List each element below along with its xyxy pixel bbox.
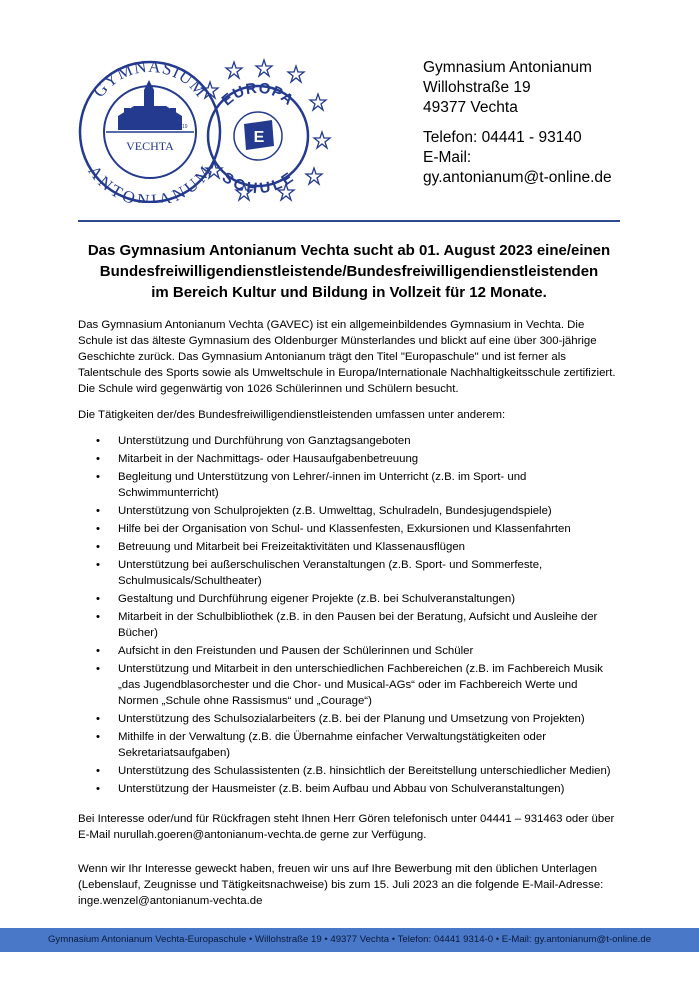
school-logo: [78, 58, 333, 203]
tasks-list: [78, 433, 620, 797]
headline-line-2: Bundesfreiwilligendienstleistende/Bundesfreiwilligendienstleistenden: [99, 263, 599, 280]
list-item: • Unterstützung des Schulsozialarbeiters (z.B. bei der Planung und Umsetzung von Projekten): [118, 711, 620, 727]
flag-icon: [244, 120, 274, 150]
address-block: [423, 58, 612, 188]
logo-ring-bottom: ANTONIANUM: [84, 161, 216, 203]
footer-bar: [0, 928, 699, 952]
application-paragraph: Wenn wir Ihr Interesse geweckt haben, freuen wir uns auf Ihre Bewerbung mit den üblichen Unterlagen (Lebenslauf, Zeugnisse und Tätigkeitsnachweise) bis zum 15. Juli 2023 an die folgende E-Mail-Adresse: inge.wenzel@antonianum-vechta.de: [78, 863, 604, 907]
logo-founded-left: GEGR.: [121, 124, 139, 130]
list-item: • Mitarbeit in der Nachmittags- oder Hausaufgabenbetreuung: [118, 451, 620, 467]
contact-paragraph: Bei Interesse oder/und für Rückfragen steht Ihnen Herr Gören telefonisch unter 04441 – 931463 oder über E-Mail nurullah.goeren@antonianum-vechta.de gerne zur Verfügung.: [78, 813, 615, 841]
main-content: [78, 317, 620, 919]
school-name: Gymnasium Antonianum: [423, 59, 592, 76]
headline: [78, 240, 620, 303]
svg-text:EUROPA: [219, 80, 298, 110]
list-item: • Unterstützung des Schulassistenten (z.B. hinsichtlich der Bereitstellung unterschiedlicher Medien): [118, 763, 620, 779]
tasks-intro: Die Tätigkeiten der/des Bundesfreiwilligendienstleistenden umfassen unter anderem:: [78, 409, 506, 421]
list-item: • Betreuung und Mitarbeit bei Freizeitaktivitäten und Klassenausflügen: [118, 539, 620, 555]
list-item: • Unterstützung und Durchführung von Ganztagsangeboten: [118, 433, 620, 449]
headline-line-3: im Bereich Kultur und Bildung in Vollzeit für 12 Monate.: [151, 284, 547, 301]
list-item: • Mithilfe in der Verwaltung (z.B. die Übernahme einfacher Verwaltungstätigkeiten oder Sekretariatsaufgaben): [118, 729, 620, 761]
logo-founded-right: 1719: [176, 124, 188, 130]
intro-paragraph: Das Gymnasium Antonianum Vechta (GAVEC) ist ein allgemeinbildendes Gymnasium in Vechta. Die Schule ist das älteste Gymnasium des Oldenburger Münsterlandes und blickt auf eine über 300-jährige Geschichte zurück. Das Gymnasium Antonianum trägt den Titel "Europaschule" und ist ferner als Talentschule des Sports sowie als Umweltschule in Europa/Internationale Nachhaltigkeitsschule zertifiziert. Die Schule wird gegenwärtig von 1026 Schülerinnen und Schülern besucht.: [78, 319, 616, 395]
headline-line-1: Das Gymnasium Antonianum Vechta sucht ab 01. August 2023 eine/einen: [87, 242, 611, 259]
badge-top-text: EUROPA: [218, 79, 298, 110]
phone: Telefon: 04441 - 93140: [423, 129, 582, 146]
street: Willohstraße 19: [423, 79, 531, 96]
footer-text: Gymnasium Antonianum Vechta-Europaschule • Willohstraße 19 • 49377 Vechta • Telefon: 04441 9314-0 • E-Mail: gy.antonianum@t-online.de: [47, 934, 652, 945]
city: 49377 Vechta: [423, 99, 518, 116]
list-item: • Hilfe bei der Organisation von Schul- und Klassenfesten, Exkursionen und Klassenfahrten: [118, 521, 620, 537]
badge-bottom-text: SCHULE: [218, 169, 298, 198]
list-item: • Mitarbeit in der Schulbibliothek (z.B. in den Pausen bei der Beratung, Aufsicht und Ausleihe der Bücher): [118, 609, 620, 641]
divider: [78, 220, 620, 222]
list-item: • Unterstützung von Schulprojekten (z.B. Umwelttag, Schulradeln, Bundesjugendspiele): [118, 503, 620, 519]
list-item: • Begleitung und Unterstützung von Lehrer/-innen im Unterricht (z.B. im Sport- und Schwimmunterricht): [118, 469, 620, 501]
list-item: • Aufsicht in den Freistunden und Pausen der Schülerinnen und Schüler: [118, 643, 620, 659]
badge-letter: E: [253, 129, 265, 146]
list-item: • Unterstützung bei außerschulischen Veranstaltungen (z.B. Sport- und Sommerfeste, Schulmusicals/Schultheater): [118, 557, 620, 589]
list-item: • Unterstützung der Hausmeister (z.B. beim Aufbau und Abbau von Schulveranstaltungen): [118, 781, 620, 797]
list-item: • Gestaltung und Durchführung eigener Projekte (z.B. bei Schulveranstaltungen): [118, 591, 620, 607]
logo-ring-top: GYMNASIUM: [89, 58, 211, 101]
svg-text:ANTONIANUM: [84, 162, 215, 203]
logo-emblem-icon: [78, 58, 333, 203]
list-item: • Unterstützung und Mitarbeit in den unterschiedlichen Fachbereichen (z.B. im Fachbereich Musik „das Jugendblasorchester und die Chor- und Musical-AGs“ oder im Fachbereich Werte und Normen „Schule ohne Rassismus“ und „Courage“): [118, 661, 620, 709]
building-icon: [118, 80, 182, 130]
logo-city: VECHTA: [126, 139, 174, 153]
email-label: E-Mail:: [423, 149, 472, 166]
email-link[interactable]: gy.antonianum@t-online.de: [423, 169, 612, 186]
